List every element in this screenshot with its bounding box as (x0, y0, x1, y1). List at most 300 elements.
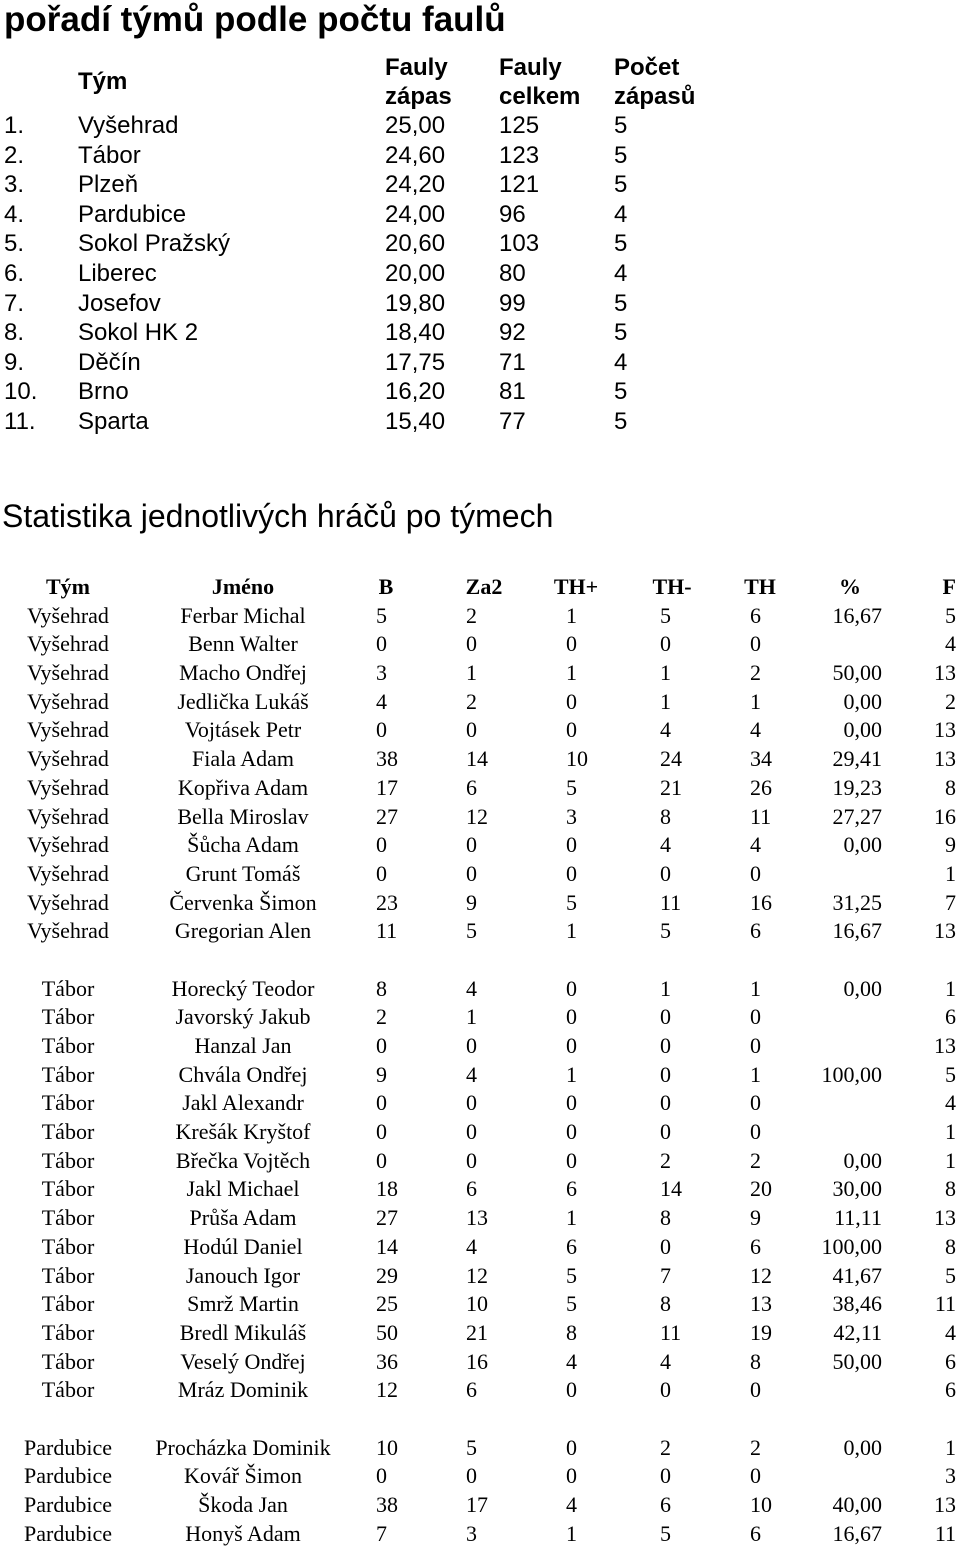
player-th-minus: 5 (660, 1520, 671, 1546)
player-th-plus: 0 (566, 1090, 577, 1116)
player-pct: 19,23 (832, 774, 882, 800)
player-row (0, 1491, 960, 1520)
player-f: 6 (945, 1377, 956, 1403)
player-row (0, 1434, 960, 1463)
player-team: Vyšehrad (27, 832, 109, 858)
header-matches (614, 53, 695, 111)
team-matches: 5 (614, 407, 628, 435)
player-th: 0 (750, 1004, 761, 1030)
team-fouls-per-match: 15,40 (385, 407, 446, 435)
player-row (0, 716, 960, 745)
player-name: Chvála Ondřej (178, 1061, 308, 1087)
header-th-plus: TH+ (553, 574, 599, 599)
player-th: 6 (750, 1520, 761, 1546)
player-th: 0 (750, 860, 761, 886)
player-f: 3 (945, 1463, 956, 1489)
player-b: 11 (376, 918, 398, 944)
player-th-minus: 7 (660, 1262, 671, 1288)
player-team: Tábor (41, 1033, 95, 1058)
team-rank: 5. (4, 230, 25, 258)
player-pct: 27,27 (832, 803, 882, 829)
team-row (0, 348, 760, 378)
header-fouls-per-match (385, 53, 452, 111)
player-th-minus: 0 (660, 631, 671, 657)
player-th-plus: 4 (566, 1492, 577, 1517)
player-f: 1 (945, 975, 956, 1001)
player-pct: 0,00 (843, 832, 882, 858)
player-b: 0 (376, 1119, 387, 1145)
player-row (0, 602, 960, 631)
player-pct: 0,00 (843, 1434, 882, 1460)
player-name: Gregorian Alen (174, 918, 312, 944)
player-team: Tábor (41, 975, 95, 1001)
player-th-plus: 0 (566, 975, 577, 1001)
player-b: 36 (376, 1348, 398, 1374)
player-f: 13 (934, 717, 956, 743)
header-th-minus: TH- (652, 574, 692, 599)
player-th-minus: 4 (660, 717, 671, 743)
player-name: Smrž Martin (187, 1291, 299, 1317)
player-team: Pardubice (24, 1463, 112, 1489)
player-th: 13 (750, 1291, 772, 1317)
team-name: Vyšehrad (78, 112, 179, 139)
player-th-minus: 0 (660, 1233, 671, 1259)
player-name: Benn Walter (188, 631, 298, 657)
player-f: 9 (945, 832, 956, 858)
team-matches: 5 (614, 289, 628, 317)
player-team: Tábor (41, 1205, 95, 1231)
header-matches-line2: zápasů (614, 83, 696, 110)
player-f: 13 (934, 1205, 956, 1231)
team-matches: 5 (614, 230, 628, 258)
team-row (0, 111, 760, 141)
player-th-minus: 24 (660, 746, 682, 772)
player-za2: 14 (466, 746, 488, 772)
player-th-plus: 1 (566, 918, 577, 944)
player-f: 13 (934, 1492, 956, 1517)
header-fouls-total (499, 53, 580, 111)
player-name: Jakl Michael (186, 1176, 300, 1202)
player-pct: 100,00 (821, 1233, 882, 1259)
player-b: 3 (376, 660, 387, 686)
player-team: Tábor (41, 1348, 95, 1374)
player-th-plus: 0 (566, 1119, 577, 1145)
player-th-minus: 5 (660, 602, 671, 628)
player-name: Hodúl Daniel (183, 1233, 303, 1259)
player-za2: 9 (466, 889, 477, 915)
player-table-header (0, 573, 960, 602)
player-th-plus: 1 (566, 1061, 577, 1087)
player-f: 8 (945, 1176, 956, 1202)
player-team: Vyšehrad (27, 717, 109, 743)
player-f: 1 (945, 1147, 956, 1173)
player-b: 0 (376, 832, 387, 858)
player-team: Tábor (41, 1004, 95, 1030)
player-za2: 0 (466, 1033, 477, 1058)
player-th-minus: 2 (660, 1147, 671, 1173)
player-row (0, 1348, 960, 1377)
player-row (0, 1032, 960, 1061)
player-name: Průša Adam (189, 1205, 297, 1231)
team-table-header (0, 53, 760, 111)
player-team: Tábor (41, 1090, 95, 1116)
team-rank: 2. (4, 141, 25, 169)
team-matches: 4 (614, 259, 628, 287)
player-rows (0, 602, 960, 1548)
team-matches: 5 (614, 112, 628, 139)
player-pct: 38,46 (832, 1291, 882, 1317)
player-row (0, 1319, 960, 1348)
player-za2: 4 (466, 1233, 477, 1259)
player-team: Tábor (41, 1377, 95, 1403)
player-f: 5 (945, 1262, 956, 1288)
player-row (0, 1003, 960, 1032)
player-f: 1 (945, 860, 956, 886)
player-team: Tábor (41, 1176, 95, 1202)
player-pct: 31,25 (832, 889, 882, 915)
player-name: Břečka Vojtěch (175, 1147, 311, 1173)
player-team: Tábor (41, 1233, 95, 1259)
player-b: 50 (376, 1319, 398, 1345)
header-team: Tým (46, 574, 90, 599)
player-th-minus: 8 (660, 803, 671, 829)
player-th: 0 (750, 1377, 761, 1403)
player-th-minus: 4 (660, 832, 671, 858)
player-row (0, 1147, 960, 1176)
player-name: Kopřiva Adam (177, 774, 309, 800)
player-th-plus: 6 (566, 1176, 577, 1202)
player-za2: 0 (466, 1463, 477, 1489)
player-pct: 42,11 (833, 1319, 882, 1345)
header-matches-line1: Počet (614, 54, 680, 81)
team-ranking-table (0, 111, 760, 437)
team-fouls-total: 71 (499, 348, 526, 376)
player-row (0, 1175, 960, 1204)
player-row (0, 745, 960, 774)
player-b: 10 (376, 1434, 398, 1460)
player-za2: 12 (466, 1262, 488, 1288)
player-th: 0 (750, 1033, 761, 1058)
player-za2: 5 (466, 1434, 477, 1460)
player-team: Vyšehrad (27, 774, 109, 800)
player-th-plus: 1 (566, 1205, 577, 1231)
player-pct: 50,00 (832, 1348, 882, 1374)
team-row (0, 259, 760, 289)
group-spacer (0, 1405, 960, 1434)
player-team: Pardubice (24, 1520, 112, 1546)
player-th-minus: 8 (660, 1205, 671, 1231)
team-row (0, 229, 760, 259)
player-b: 7 (376, 1520, 387, 1546)
player-row (0, 831, 960, 860)
header-f: F (942, 574, 956, 599)
player-th-minus: 0 (660, 1119, 671, 1145)
player-name: Veselý Ondřej (180, 1348, 306, 1374)
player-th: 0 (750, 631, 761, 657)
player-za2: 13 (466, 1205, 488, 1231)
team-name: Tábor (78, 141, 141, 169)
player-th-plus: 4 (566, 1348, 577, 1374)
player-th: 20 (750, 1176, 772, 1202)
player-row (0, 1118, 960, 1147)
player-pct: 0,00 (843, 717, 882, 743)
player-th: 0 (750, 1463, 761, 1489)
team-fouls-total: 125 (499, 112, 540, 139)
header-fouls-total-line1: Fauly (499, 54, 562, 81)
header-fouls-total-line2: celkem (499, 83, 581, 110)
player-pct: 41,67 (832, 1262, 882, 1288)
player-team: Vyšehrad (27, 918, 109, 944)
team-fouls-total: 81 (499, 378, 526, 406)
player-name: Ferbar Michal (180, 602, 306, 628)
header-team: Tým (78, 68, 128, 95)
team-rank: 10. (4, 378, 38, 406)
player-name: Procházka Dominik (155, 1434, 331, 1460)
player-team: Vyšehrad (27, 660, 109, 686)
player-pct: 40,00 (832, 1492, 882, 1517)
player-f: 4 (945, 1319, 956, 1345)
header-fouls-per-match-line1: Fauly (385, 54, 448, 81)
player-th-plus: 5 (566, 1291, 577, 1317)
player-name: Červenka Šimon (169, 889, 317, 915)
player-za2: 4 (466, 975, 477, 1001)
player-th-minus: 14 (660, 1176, 682, 1202)
player-th: 9 (750, 1205, 761, 1231)
player-f: 1 (945, 1119, 956, 1145)
player-th-plus: 5 (566, 889, 577, 915)
player-th-plus: 10 (566, 746, 588, 772)
team-row (0, 318, 760, 348)
team-rank: 11. (4, 407, 36, 435)
team-matches: 5 (614, 141, 628, 169)
player-row (0, 889, 960, 918)
team-matches: 5 (614, 319, 628, 347)
player-th: 4 (750, 832, 761, 858)
player-pct: 0,00 (843, 975, 882, 1001)
player-row (0, 630, 960, 659)
player-team: Pardubice (24, 1434, 112, 1460)
team-matches: 5 (614, 171, 628, 199)
player-f: 11 (934, 1520, 956, 1546)
player-th: 6 (750, 602, 761, 628)
team-fouls-per-match: 18,40 (385, 319, 446, 347)
team-fouls-per-match: 16,20 (385, 378, 446, 406)
player-f: 13 (934, 746, 956, 772)
player-za2: 0 (466, 1119, 477, 1145)
player-team: Tábor (41, 1061, 95, 1087)
team-name: Sparta (78, 407, 149, 435)
player-name: Škoda Jan (198, 1492, 288, 1517)
page-title: pořadí týmů podle počtu faulů (4, 0, 506, 39)
player-th-minus: 0 (660, 1090, 671, 1116)
team-name: Plzeň (78, 171, 139, 199)
player-za2: 0 (466, 717, 477, 743)
header-name: Jméno (211, 574, 275, 599)
player-th: 11 (750, 803, 772, 829)
player-b: 14 (376, 1233, 398, 1259)
team-rank: 6. (4, 259, 25, 287)
player-th: 19 (750, 1319, 772, 1345)
player-b: 27 (376, 803, 398, 829)
player-za2: 16 (466, 1348, 488, 1374)
player-name: Bella Miroslav (177, 803, 309, 829)
team-rank: 1. (4, 112, 25, 139)
player-th-plus: 1 (566, 660, 577, 686)
player-th: 16 (750, 889, 772, 915)
player-b: 38 (376, 1492, 398, 1517)
player-b: 0 (376, 717, 387, 743)
team-rank: 4. (4, 200, 25, 228)
player-team: Pardubice (24, 1492, 112, 1517)
player-th-minus: 11 (660, 1319, 682, 1345)
player-th-minus: 0 (660, 1004, 671, 1030)
player-f: 2 (945, 688, 956, 714)
player-th-minus: 5 (660, 918, 671, 944)
player-th-plus: 8 (566, 1319, 577, 1345)
player-row (0, 917, 960, 946)
player-za2: 0 (466, 631, 477, 657)
player-za2: 6 (466, 774, 477, 800)
player-name: Šůcha Adam (187, 832, 299, 858)
player-za2: 0 (466, 1147, 477, 1173)
player-th: 2 (750, 660, 761, 686)
player-th-plus: 0 (566, 860, 577, 886)
player-pct: 100,00 (821, 1061, 882, 1087)
header-b: B (378, 574, 394, 599)
player-b: 23 (376, 889, 398, 915)
player-row (0, 1089, 960, 1118)
player-th: 2 (750, 1147, 761, 1173)
player-b: 29 (376, 1262, 398, 1288)
player-za2: 3 (466, 1520, 477, 1546)
team-fouls-total: 121 (499, 171, 540, 199)
team-row (0, 377, 760, 407)
player-b: 12 (376, 1377, 398, 1403)
player-th-plus: 0 (566, 1004, 577, 1030)
player-th-plus: 1 (566, 1520, 577, 1546)
group-spacer (0, 946, 960, 975)
player-pct: 16,67 (832, 1520, 882, 1546)
player-team: Vyšehrad (27, 860, 109, 886)
player-team: Vyšehrad (27, 746, 109, 772)
player-za2: 6 (466, 1176, 477, 1202)
player-th-plus: 0 (566, 717, 577, 743)
player-th-minus: 8 (660, 1291, 671, 1317)
player-th-minus: 4 (660, 1348, 671, 1374)
player-name: Mráz Dominik (177, 1377, 309, 1403)
player-name: Hanzal Jan (194, 1033, 292, 1058)
player-za2: 2 (466, 688, 477, 714)
player-za2: 2 (466, 602, 477, 628)
team-fouls-per-match: 25,00 (385, 112, 446, 139)
player-f: 4 (945, 631, 956, 657)
player-name: Horecký Teodor (171, 975, 315, 1001)
player-th-plus: 0 (566, 1463, 577, 1489)
player-name: Jakl Alexandr (182, 1090, 304, 1116)
player-name: Kovář Šimon (184, 1463, 302, 1489)
player-name: Jedlička Lukáš (177, 688, 309, 714)
player-row (0, 1262, 960, 1291)
team-fouls-total: 80 (499, 259, 526, 287)
player-name: Macho Ondřej (179, 660, 307, 686)
team-rank: 9. (4, 348, 25, 376)
player-b: 27 (376, 1205, 398, 1231)
player-team: Tábor (41, 1119, 95, 1145)
player-team: Vyšehrad (27, 889, 109, 915)
player-team: Tábor (41, 1262, 95, 1288)
player-b: 9 (376, 1061, 387, 1087)
header-fouls-per-match-line2: zápas (385, 83, 452, 110)
player-za2: 0 (466, 860, 477, 886)
player-f: 1 (945, 1434, 956, 1460)
player-th: 26 (750, 774, 772, 800)
player-name: Vojtásek Petr (184, 717, 302, 743)
team-matches: 5 (614, 378, 628, 406)
player-team: Vyšehrad (27, 803, 109, 829)
player-f: 13 (934, 660, 956, 686)
player-name: Bredl Mikuláš (179, 1319, 307, 1345)
team-name: Sokol Pražský (78, 230, 231, 258)
player-row (0, 1233, 960, 1262)
player-b: 0 (376, 860, 387, 886)
player-row (0, 1462, 960, 1491)
player-th-minus: 1 (660, 688, 671, 714)
player-th: 12 (750, 1262, 772, 1288)
player-th-plus: 0 (566, 1434, 577, 1460)
player-b: 17 (376, 774, 398, 800)
player-b: 2 (376, 1004, 387, 1030)
player-za2: 1 (466, 660, 477, 686)
player-f: 13 (934, 1033, 956, 1058)
player-row (0, 659, 960, 688)
player-row (0, 1204, 960, 1233)
team-row (0, 141, 760, 171)
player-pct: 50,00 (832, 660, 882, 686)
team-fouls-total: 123 (499, 141, 540, 169)
player-th: 0 (750, 1090, 761, 1116)
team-fouls-per-match: 20,00 (385, 259, 446, 287)
player-pct: 11,11 (834, 1205, 882, 1231)
player-f: 7 (945, 889, 956, 915)
player-b: 8 (376, 975, 387, 1001)
player-za2: 10 (466, 1291, 488, 1317)
player-team: Vyšehrad (27, 631, 109, 657)
header-pct: % (839, 574, 861, 599)
player-th-plus: 0 (566, 1147, 577, 1173)
player-th: 2 (750, 1434, 761, 1460)
team-name: Liberec (78, 259, 157, 287)
team-name: Josefov (78, 289, 161, 317)
player-f: 6 (945, 1004, 956, 1030)
team-fouls-total: 103 (499, 230, 540, 258)
player-b: 0 (376, 1033, 387, 1058)
player-f: 8 (945, 774, 956, 800)
player-f: 8 (945, 1233, 956, 1259)
player-name: Fiala Adam (191, 746, 295, 772)
player-f: 16 (934, 803, 956, 829)
team-fouls-total: 99 (499, 289, 526, 317)
team-name: Sokol HK 2 (78, 319, 199, 347)
header-za2: Za2 (465, 574, 503, 599)
player-th-minus: 0 (660, 1033, 671, 1058)
player-th-minus: 1 (660, 975, 671, 1001)
player-th-minus: 21 (660, 774, 682, 800)
player-th-minus: 0 (660, 1061, 671, 1087)
player-za2: 12 (466, 803, 488, 829)
player-za2: 21 (466, 1319, 488, 1345)
team-name: Brno (78, 378, 129, 406)
player-th: 4 (750, 717, 761, 743)
